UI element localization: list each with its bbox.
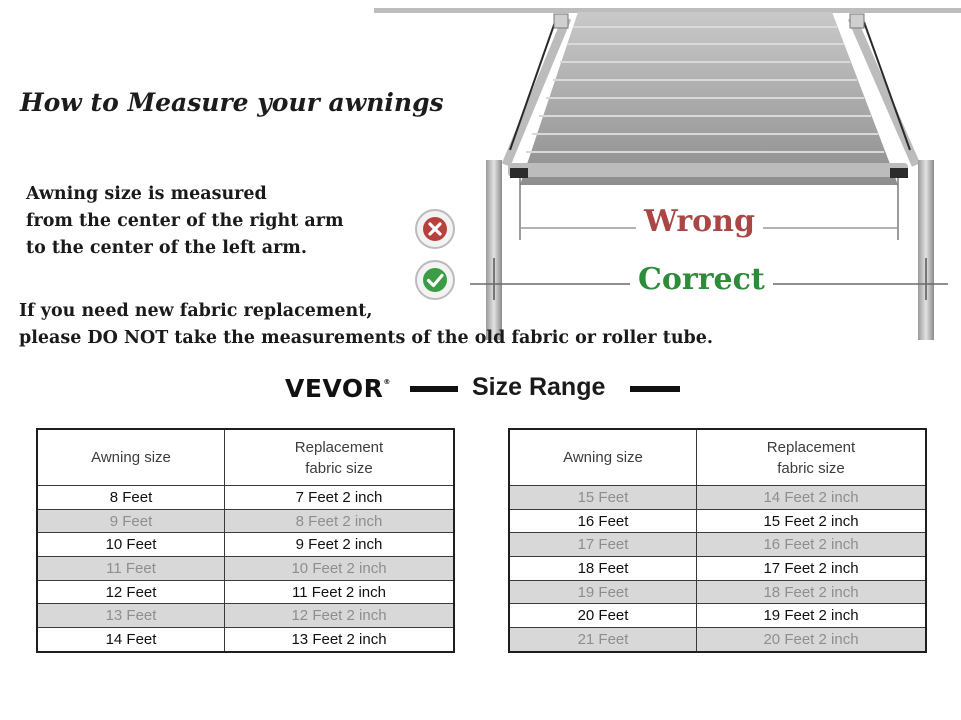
fabric-size-cell: 11 Feet 2 inch: [225, 580, 455, 604]
heading-dash: [630, 386, 680, 392]
awning-size-cell: 19 Feet: [509, 580, 697, 604]
fabric-size-cell: 16 Feet 2 inch: [697, 533, 927, 557]
fabric-size-cell: 7 Feet 2 inch: [225, 486, 455, 510]
table-row: [509, 533, 926, 557]
header-awning-size: Awning size: [37, 429, 225, 486]
table-row: [509, 509, 926, 533]
fabric-size-cell: 13 Feet 2 inch: [225, 628, 455, 652]
table-row: [37, 533, 454, 557]
header-replacement-size: Replacement fabric size: [697, 429, 927, 486]
check-circle-icon: [414, 259, 456, 301]
table-body: [509, 486, 926, 652]
table-row: [509, 628, 926, 652]
note-line: from the center of the right arm: [26, 211, 344, 231]
brand-name: VEVOR: [285, 374, 384, 403]
awning-size-cell: 14 Feet: [37, 628, 225, 652]
table-row: [37, 604, 454, 628]
fabric-size-cell: 18 Feet 2 inch: [697, 580, 927, 604]
right-post: [918, 160, 934, 340]
table-row: [37, 628, 454, 652]
awning-size-cell: 15 Feet: [509, 486, 697, 510]
awning-size-cell: 20 Feet: [509, 604, 697, 628]
awning-size-cell: 10 Feet: [37, 533, 225, 557]
fabric-size-cell: 9 Feet 2 inch: [225, 533, 455, 557]
header-replacement-size: Replacement fabric size: [225, 429, 455, 486]
awning-size-cell: 16 Feet: [509, 509, 697, 533]
note-line: Awning size is measured: [26, 184, 267, 204]
note-line: to the center of the left arm.: [26, 238, 307, 258]
awning-size-cell: 11 Feet: [37, 557, 225, 581]
brand-logo: [285, 374, 391, 403]
table-row: [509, 486, 926, 510]
fabric-size-cell: 8 Feet 2 inch: [225, 509, 455, 533]
fabric-size-cell: 12 Feet 2 inch: [225, 604, 455, 628]
table-row: [37, 509, 454, 533]
table-row: [37, 580, 454, 604]
x-circle-icon: [414, 208, 456, 250]
table-row: [509, 557, 926, 581]
table-row: [37, 486, 454, 510]
awning-size-cell: 9 Feet: [37, 509, 225, 533]
warning-line: please DO NOT take the measurements of the old fabric or roller tube.: [19, 328, 714, 348]
fabric-size-cell: 14 Feet 2 inch: [697, 486, 927, 510]
awning-size-cell: 12 Feet: [37, 580, 225, 604]
awning-size-cell: 8 Feet: [37, 486, 225, 510]
wrong-label: Wrong: [636, 204, 763, 239]
table-body: [37, 486, 454, 652]
measurement-note: [26, 181, 344, 262]
fabric-size-cell: 20 Feet 2 inch: [697, 628, 927, 652]
warning-line: If you need new fabric replacement,: [19, 301, 373, 321]
size-table-right: [508, 428, 927, 653]
size-range-title: Size Range: [472, 373, 606, 401]
brand-mark: ®: [383, 378, 391, 386]
heading-dash: [410, 386, 458, 392]
awning-size-cell: 18 Feet: [509, 557, 697, 581]
correct-label: Correct: [630, 262, 773, 297]
header-awning-size: Awning size: [509, 429, 697, 486]
size-table-left: [36, 428, 455, 653]
awning-size-cell: 13 Feet: [37, 604, 225, 628]
roller-tube: [508, 163, 908, 177]
table-row: [37, 557, 454, 581]
awning-size-cell: 17 Feet: [509, 533, 697, 557]
awning-size-cell: 21 Feet: [509, 628, 697, 652]
fabric-size-cell: 10 Feet 2 inch: [225, 557, 455, 581]
fabric-size-cell: 17 Feet 2 inch: [697, 557, 927, 581]
replacement-warning: [19, 298, 713, 352]
table-row: [509, 580, 926, 604]
fabric-size-cell: 15 Feet 2 inch: [697, 509, 927, 533]
fabric-size-cell: 19 Feet 2 inch: [697, 604, 927, 628]
table-row: [509, 604, 926, 628]
headline: How to Measure your awnings: [20, 88, 444, 117]
